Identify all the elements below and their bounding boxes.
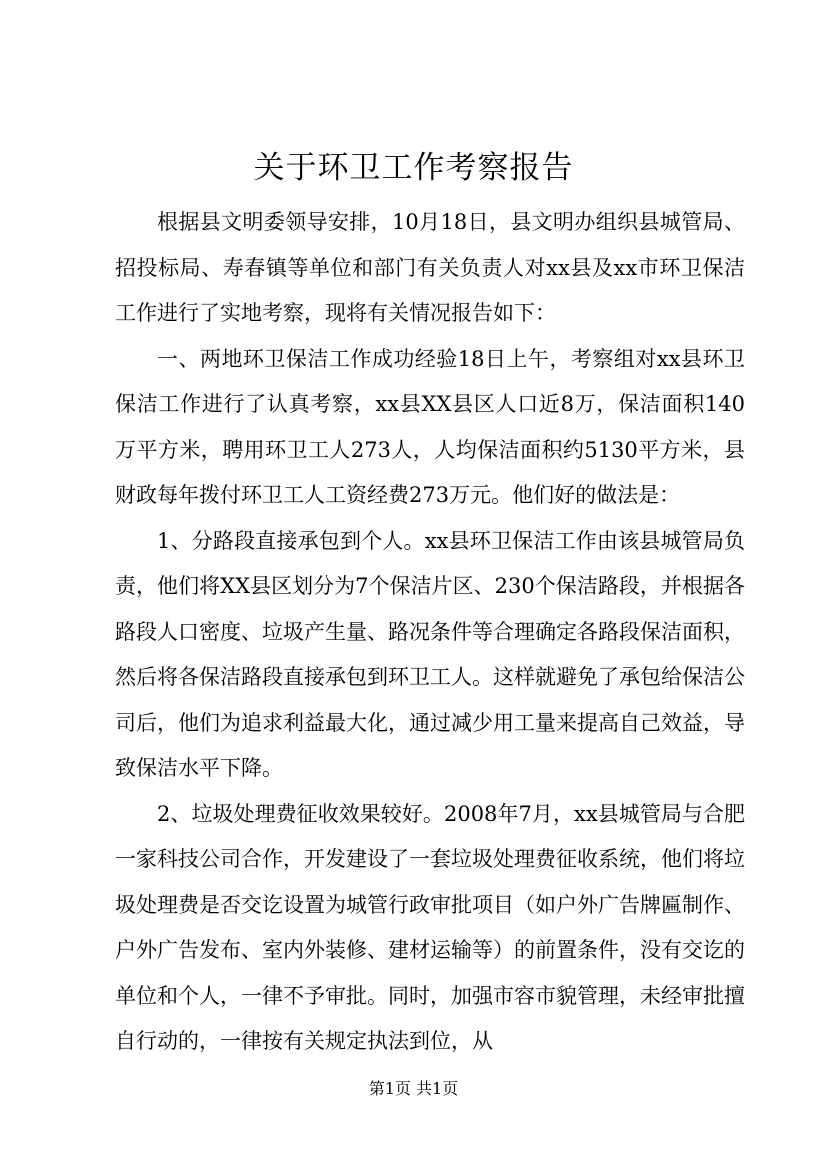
paragraph-item-one: 1、分路段直接承包到个人。xx县环卫保洁工作由该县城管局负责，他们将XX县区划分为7个保洁片区、230个保洁路段，并根据各路段人口密度、垃圾产生量、路况条件等合理确定各路段保洁面积，然后将各保洁路段直接承包到环卫工人。这样就避免了承包给保洁公司后，他们为追求利益最大化，通过减少用工量来提高自己效益，导致保洁水平下降。: [115, 528, 745, 780]
document-body: [115, 200, 745, 1065]
paragraph-item-two: 2、垃圾处理费征收效果较好。2008年7月，xx县城管局与合肥一家科技公司合作，开发建设了一套垃圾处理费征收系统，他们将垃圾处理费是否交讫设置为城管行政审批项目（如户外广告牌匾制作、户外广告发布、室内外装修、建材运输等）的前置条件，没有交讫的单位和个人，一律不予审批。同时，加强市容市貌管理，未经审批擅自行动的，一律按有关规定执法到位，从: [115, 801, 745, 1053]
paragraph-intro: 根据县文明委领导安排，10月18日，县文明办组织县城管局、招投标局、寿春镇等单位和部门有关负责人对xx县及xx市环卫保洁工作进行了实地考察，现将有关情况报告如下：: [115, 210, 745, 325]
paragraph-section-one: 一、两地环卫保洁工作成功经验18日上午，考察组对xx县环卫保洁工作进行了认真考察，xx县XX县区人口近8万，保洁面积140万平方米，聘用环卫工人273人，人均保洁面积约5130平方米，县财政每年拨付环卫工人工资经费273万元。他们好的做法是：: [115, 346, 745, 507]
document-title: 关于环卫工作考察报告: [253, 150, 574, 186]
page-number: 第1页 共1页: [368, 1079, 459, 1098]
